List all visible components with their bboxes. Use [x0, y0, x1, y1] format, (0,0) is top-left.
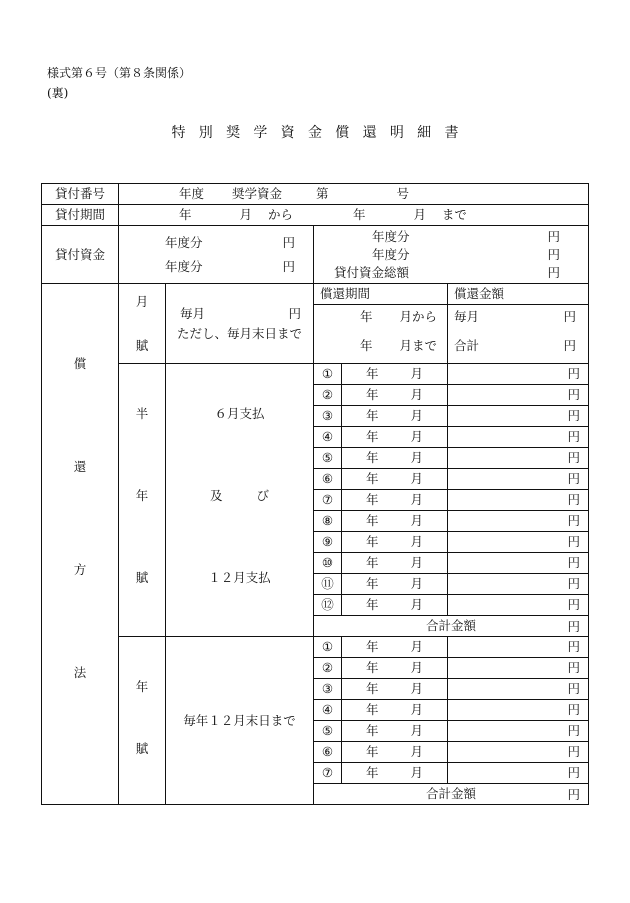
row-number: ②: [314, 658, 342, 679]
year-unit: 年: [365, 660, 379, 676]
loan-period-month-to: 月: [413, 207, 426, 223]
year-month-cell[interactable]: [342, 700, 448, 721]
loan-fund-total-yen: 円: [547, 264, 561, 280]
loan-period-row: [42, 205, 589, 226]
repayment-statement-table: [41, 183, 589, 805]
year-unit: 年: [365, 744, 379, 760]
annual-label: 年 賦: [119, 637, 166, 805]
loan-number-row: [42, 184, 589, 205]
month-unit: 月: [410, 576, 424, 592]
total-yen: 円: [567, 619, 581, 634]
loan-fund-left-year2: 年度分: [165, 258, 203, 274]
year-unit: 年: [365, 555, 379, 571]
year-month-cell[interactable]: [342, 427, 448, 448]
month-unit: 月: [410, 660, 424, 676]
month-unit: 月: [410, 681, 424, 697]
year-month-cell[interactable]: [342, 490, 448, 511]
loan-fund-left-year1: 年度分: [165, 234, 203, 250]
loan-fund-right-year1: 年度分: [372, 228, 410, 244]
row-number: ③: [314, 679, 342, 700]
loan-number-dai: 第: [315, 186, 329, 202]
loan-fund-label: 貸付資金: [42, 226, 119, 284]
row-number: ⑥: [314, 742, 342, 763]
loan-number-year: 年度: [179, 186, 205, 202]
row-number: ⑦: [314, 763, 342, 784]
year-unit: 年: [365, 681, 379, 697]
month-unit: 月: [410, 597, 424, 613]
row-number: ⑫: [314, 595, 342, 616]
row-number: ⑧: [314, 511, 342, 532]
row-number: ⑤: [314, 448, 342, 469]
total-yen: 円: [567, 787, 581, 802]
year-month-cell[interactable]: [342, 532, 448, 553]
amount-cell[interactable]: 円: [448, 427, 589, 448]
amount-cell[interactable]: 円: [448, 448, 589, 469]
amount-cell[interactable]: 円: [448, 364, 589, 385]
row-number: ⑦: [314, 490, 342, 511]
year-unit: 年: [365, 408, 379, 424]
loan-fund-right-yen2: 円: [547, 246, 561, 262]
month-unit: 月: [410, 702, 424, 718]
year-month-cell[interactable]: [342, 448, 448, 469]
monthly-header-row: [42, 284, 589, 305]
month-unit: 月: [410, 471, 424, 487]
year-unit: 年: [365, 723, 379, 739]
year-month-cell[interactable]: [342, 595, 448, 616]
period-header: 償還期間: [314, 284, 448, 305]
month-unit: 月: [410, 387, 424, 403]
amount-cell[interactable]: 円: [448, 532, 589, 553]
year-unit: 年: [365, 702, 379, 718]
year-month-cell[interactable]: [342, 553, 448, 574]
row-number: ①: [314, 364, 342, 385]
loan-fund-left-yen1: 円: [282, 234, 295, 250]
year-unit: 年: [365, 576, 379, 592]
amount-cell[interactable]: 円: [448, 679, 589, 700]
semiannual-description: ６月支払 及 び １２月支払: [166, 364, 314, 637]
row-number: ④: [314, 700, 342, 721]
amount-cell[interactable]: 円: [448, 490, 589, 511]
year-month-cell[interactable]: [342, 721, 448, 742]
year-unit: 年: [365, 366, 379, 382]
month-unit: 月: [410, 429, 424, 445]
semiannual-total[interactable]: [314, 616, 589, 637]
semiannual-row: [42, 364, 589, 385]
amount-cell[interactable]: 円: [448, 700, 589, 721]
year-month-cell[interactable]: [342, 742, 448, 763]
loan-number-go: 号: [396, 186, 409, 202]
loan-fund-right-year2: 年度分: [372, 246, 410, 262]
form-side-label: (裏): [47, 86, 69, 100]
monthly-amount[interactable]: 毎月 円 合計 円: [448, 305, 589, 364]
row-number: ②: [314, 385, 342, 406]
loan-period-year-to: 年: [352, 207, 366, 223]
loan-fund-left-yen2: 円: [282, 258, 295, 274]
loan-number-label: 貸付番号: [42, 184, 119, 205]
amount-cell[interactable]: 円: [448, 742, 589, 763]
row-number: ①: [314, 637, 342, 658]
year-unit: 年: [365, 597, 379, 613]
repayment-method-label: 償 還 方 法: [42, 284, 119, 805]
row-number: ⑨: [314, 532, 342, 553]
loan-period-made: まで: [441, 207, 467, 223]
amount-cell[interactable]: 円: [448, 658, 589, 679]
year-unit: 年: [365, 450, 379, 466]
loan-period-label: 貸付期間: [42, 205, 119, 226]
amount-cell[interactable]: 円: [448, 721, 589, 742]
loan-number-fund: 奨学資金: [231, 186, 282, 202]
month-unit: 月: [410, 765, 424, 781]
monthly-period[interactable]: 年 月から 年 月まで: [314, 305, 448, 364]
loan-fund-right[interactable]: [314, 226, 589, 284]
month-unit: 月: [410, 450, 424, 466]
annual-description: 毎年１２月末日まで: [166, 637, 314, 805]
year-month-cell[interactable]: [342, 574, 448, 595]
total-label: 合計金額: [426, 786, 477, 802]
year-month-cell[interactable]: [342, 406, 448, 427]
amount-header: 償還金額: [448, 284, 589, 305]
loan-fund-right-yen1: 円: [547, 228, 561, 244]
amount-cell[interactable]: 円: [448, 469, 589, 490]
amount-cell[interactable]: 円: [448, 406, 589, 427]
year-month-cell[interactable]: [342, 679, 448, 700]
row-number: ⑩: [314, 553, 342, 574]
row-number: ⑤: [314, 721, 342, 742]
annual-total[interactable]: [314, 784, 589, 805]
year-month-cell[interactable]: [342, 511, 448, 532]
loan-number-value[interactable]: [119, 184, 589, 205]
month-unit: 月: [410, 408, 424, 424]
year-unit: 年: [365, 429, 379, 445]
amount-cell[interactable]: 円: [448, 637, 589, 658]
loan-period-year-from: 年: [179, 207, 192, 223]
monthly-description: 毎月 円 ただし、毎月末日まで: [166, 284, 314, 364]
row-number: ④: [314, 427, 342, 448]
row-number: ⑥: [314, 469, 342, 490]
loan-period-kara: から: [267, 207, 293, 223]
year-month-cell[interactable]: [342, 364, 448, 385]
amount-cell[interactable]: 円: [448, 511, 589, 532]
month-unit: 月: [410, 639, 424, 655]
amount-cell[interactable]: 円: [448, 553, 589, 574]
month-unit: 月: [410, 534, 424, 550]
year-month-cell[interactable]: [342, 763, 448, 784]
loan-period-value[interactable]: [119, 205, 589, 226]
year-month-cell[interactable]: [342, 637, 448, 658]
year-unit: 年: [365, 765, 379, 781]
year-unit: 年: [365, 513, 379, 529]
amount-cell[interactable]: 円: [448, 385, 589, 406]
month-unit: 月: [410, 555, 424, 571]
year-unit: 年: [365, 639, 379, 655]
year-unit: 年: [365, 471, 379, 487]
loan-fund-left[interactable]: [119, 226, 314, 284]
loan-period-month-from: 月: [239, 207, 252, 223]
annual-row: [42, 637, 589, 658]
month-unit: 月: [410, 492, 424, 508]
row-number: ⑪: [314, 574, 342, 595]
month-unit: 月: [410, 723, 424, 739]
month-unit: 月: [410, 744, 424, 760]
monthly-label: 月 賦: [119, 284, 166, 364]
month-unit: 月: [410, 366, 424, 382]
loan-fund-row: [42, 226, 589, 284]
year-month-cell[interactable]: [342, 658, 448, 679]
document-title: 特別奨学資金償還明細書: [171, 125, 472, 141]
total-label: 合計金額: [426, 618, 477, 634]
year-month-cell[interactable]: [342, 469, 448, 490]
loan-fund-total-label: 貸付資金総額: [334, 264, 410, 280]
year-unit: 年: [365, 492, 379, 508]
year-unit: 年: [365, 534, 379, 550]
row-number: ③: [314, 406, 342, 427]
semiannual-label: 半 年 賦: [119, 364, 166, 637]
year-month-cell[interactable]: [342, 385, 448, 406]
amount-cell[interactable]: 円: [448, 763, 589, 784]
month-unit: 月: [410, 513, 424, 529]
amount-cell[interactable]: 円: [448, 574, 589, 595]
amount-cell[interactable]: 円: [448, 595, 589, 616]
form-number: 様式第６号（第８条関係）: [47, 66, 192, 80]
year-unit: 年: [365, 387, 379, 403]
